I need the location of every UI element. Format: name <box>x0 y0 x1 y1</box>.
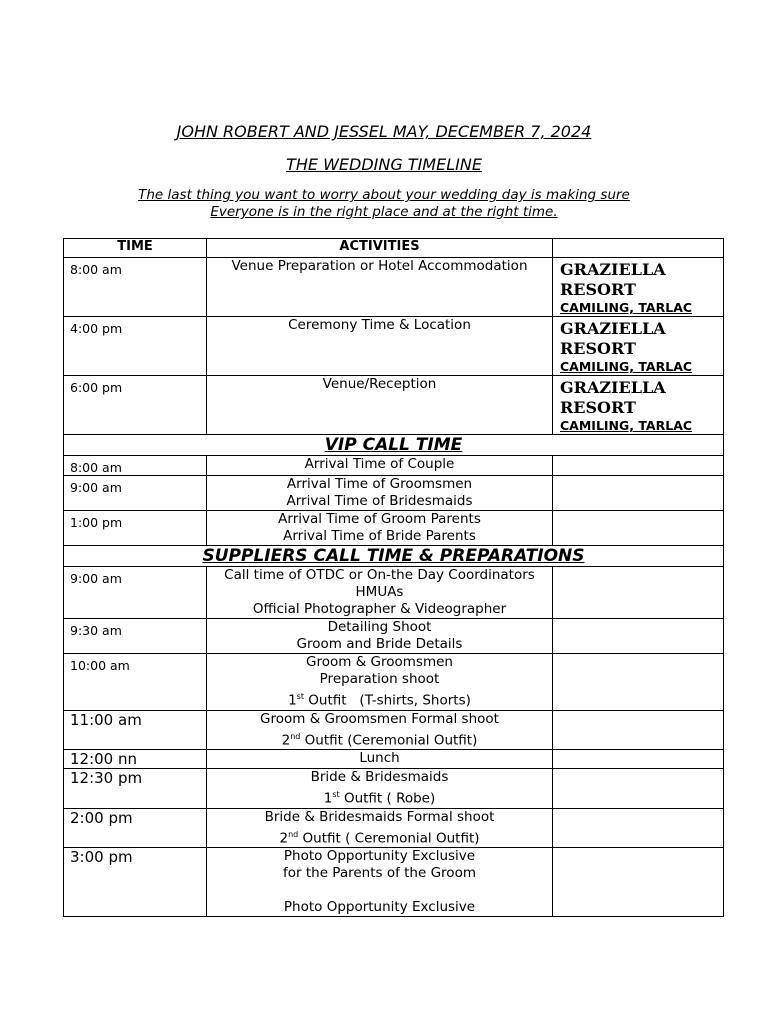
table-row <box>64 376 724 435</box>
empty-cell <box>553 619 724 654</box>
activity-line-blank <box>207 882 552 899</box>
activity-cell <box>207 456 553 476</box>
activity-line <box>207 728 552 750</box>
activity-line: Arrival Time of Groom Parents <box>278 511 481 527</box>
section-row <box>64 435 724 456</box>
activity-line: Bride & Bridesmaids <box>310 769 449 785</box>
activity-line: Groom & Groomsmen Formal shoot <box>260 710 499 727</box>
activity-cell <box>207 750 553 769</box>
empty-cell <box>553 567 724 619</box>
activity-cell: Venue/Reception <box>207 376 553 435</box>
venue-cell <box>553 376 724 435</box>
time-cell: 10:00 am <box>64 654 207 711</box>
activity-line <box>207 688 552 710</box>
activity-line: Preparation shoot <box>319 671 440 687</box>
ordinal-number: 2 <box>281 732 291 748</box>
table-row <box>64 317 724 376</box>
time-cell: 1:00 pm <box>64 511 207 546</box>
venue-name: GRAZIELLA RESORT <box>560 260 666 299</box>
activity-line: Detailing Shoot <box>327 619 432 635</box>
venue-location: CAMILING, TARLAC <box>560 418 693 433</box>
activity-line: for the Parents of the Groom <box>283 865 476 881</box>
outfit-text: Outfit ( Robe) <box>339 790 436 807</box>
ordinal-suffix: st <box>332 790 340 799</box>
activity-line: Lunch <box>359 750 400 766</box>
time-cell: 3:00 pm <box>64 848 207 917</box>
table-row <box>64 848 724 917</box>
table-row <box>64 808 724 848</box>
table-row <box>64 476 724 511</box>
column-header-venue <box>553 239 724 258</box>
activity-line: HMUAs <box>355 584 404 600</box>
intro-line: The last thing you want to worry about your wedding day is making sure <box>138 187 630 203</box>
activity-cell <box>207 567 553 619</box>
venue-name: GRAZIELLA RESORT <box>560 378 666 417</box>
table-row <box>64 456 724 476</box>
time-cell: 9:00 am <box>64 476 207 511</box>
empty-cell <box>553 654 724 711</box>
venue-location: CAMILING, TARLAC <box>560 300 693 315</box>
table-row <box>64 567 724 619</box>
time-cell: 2:00 pm <box>64 808 207 848</box>
empty-cell <box>553 710 724 750</box>
table-row <box>64 511 724 546</box>
activity-line <box>207 826 552 848</box>
activity-line: Groom & Groomsmen <box>306 654 453 670</box>
document-title: JOHN ROBERT AND JESSEL MAY, DECEMBER 7, 2024 <box>176 122 592 141</box>
time-cell: 11:00 am <box>64 710 207 750</box>
activity-cell <box>207 476 553 511</box>
ordinal-suffix: nd <box>288 829 299 839</box>
ordinal-number: 2 <box>279 830 289 846</box>
empty-cell <box>553 456 724 476</box>
ordinal-suffix: nd <box>290 731 301 741</box>
activity-line: Bride & Bridesmaids Formal shoot <box>264 808 495 825</box>
activity-line: Call time of OTDC or On-the Day Coordinators <box>224 567 535 583</box>
activity-line: Arrival Time of Groomsmen <box>286 476 473 492</box>
intro-text <box>0 187 768 221</box>
activity-cell <box>207 511 553 546</box>
activity-cell: Venue Preparation or Hotel Accommodation <box>207 258 553 317</box>
activity-cell <box>207 808 553 848</box>
activity-cell <box>207 848 553 917</box>
empty-cell <box>553 476 724 511</box>
table-row <box>64 654 724 711</box>
activity-cell: Ceremony Time & Location <box>207 317 553 376</box>
table-row <box>64 258 724 317</box>
section-row <box>64 546 724 567</box>
time-cell: 9:30 am <box>64 619 207 654</box>
section-heading-vip: VIP CALL TIME <box>64 435 724 456</box>
activity-line: Photo Opportunity Exclusive <box>283 899 476 915</box>
outfit-text: Outfit ( Ceremonial Outfit) <box>298 830 480 846</box>
table-row <box>64 769 724 809</box>
time-cell: 9:00 am <box>64 567 207 619</box>
table-row <box>64 750 724 769</box>
empty-cell <box>553 769 724 809</box>
empty-cell <box>553 848 724 917</box>
intro-line: Everyone is in the right place and at the right time. <box>210 204 558 220</box>
time-cell: 4:00 pm <box>64 317 207 376</box>
venue-location: CAMILING, TARLAC <box>560 359 693 374</box>
timeline-table <box>63 238 724 917</box>
time-cell: 8:00 am <box>64 258 207 317</box>
activity-cell <box>207 619 553 654</box>
empty-cell <box>553 750 724 769</box>
activity-cell <box>207 710 553 750</box>
outfit-text: Outfit (Ceremonial Outfit) <box>300 732 478 748</box>
ordinal-number: 1 <box>323 790 333 807</box>
time-cell: 12:30 pm <box>64 769 207 809</box>
table-row <box>64 619 724 654</box>
activity-line: Arrival Time of Bridesmaids <box>286 493 473 509</box>
time-cell: 8:00 am <box>64 456 207 476</box>
document-subtitle: THE WEDDING TIMELINE <box>286 155 482 174</box>
time-cell: 6:00 pm <box>64 376 207 435</box>
activity-line: Photo Opportunity Exclusive <box>283 848 476 864</box>
ordinal-number: 1 <box>288 692 297 709</box>
empty-cell <box>553 511 724 546</box>
activity-line: Official Photographer & Videographer <box>252 601 507 617</box>
activity-line: Arrival Time of Bride Parents <box>283 528 476 544</box>
empty-cell <box>553 808 724 848</box>
outfit-text: Outfit (T-shirts, Shorts) <box>303 692 471 709</box>
column-header-time: TIME <box>64 239 207 258</box>
table-row <box>64 710 724 750</box>
time-cell: 12:00 nn <box>64 750 207 769</box>
venue-cell <box>553 317 724 376</box>
activity-cell <box>207 654 553 711</box>
activity-line: Groom and Bride Details <box>296 636 463 652</box>
ordinal-suffix: st <box>296 692 304 701</box>
activity-line <box>207 786 552 808</box>
table-header-row <box>64 239 724 258</box>
venue-name: GRAZIELLA RESORT <box>560 319 666 358</box>
activity-cell <box>207 769 553 809</box>
section-heading-suppliers: SUPPLIERS CALL TIME & PREPARATIONS <box>64 546 724 567</box>
activity-line: Arrival Time of Couple <box>304 456 455 472</box>
column-header-activities: ACTIVITIES <box>207 239 553 258</box>
venue-cell <box>553 258 724 317</box>
